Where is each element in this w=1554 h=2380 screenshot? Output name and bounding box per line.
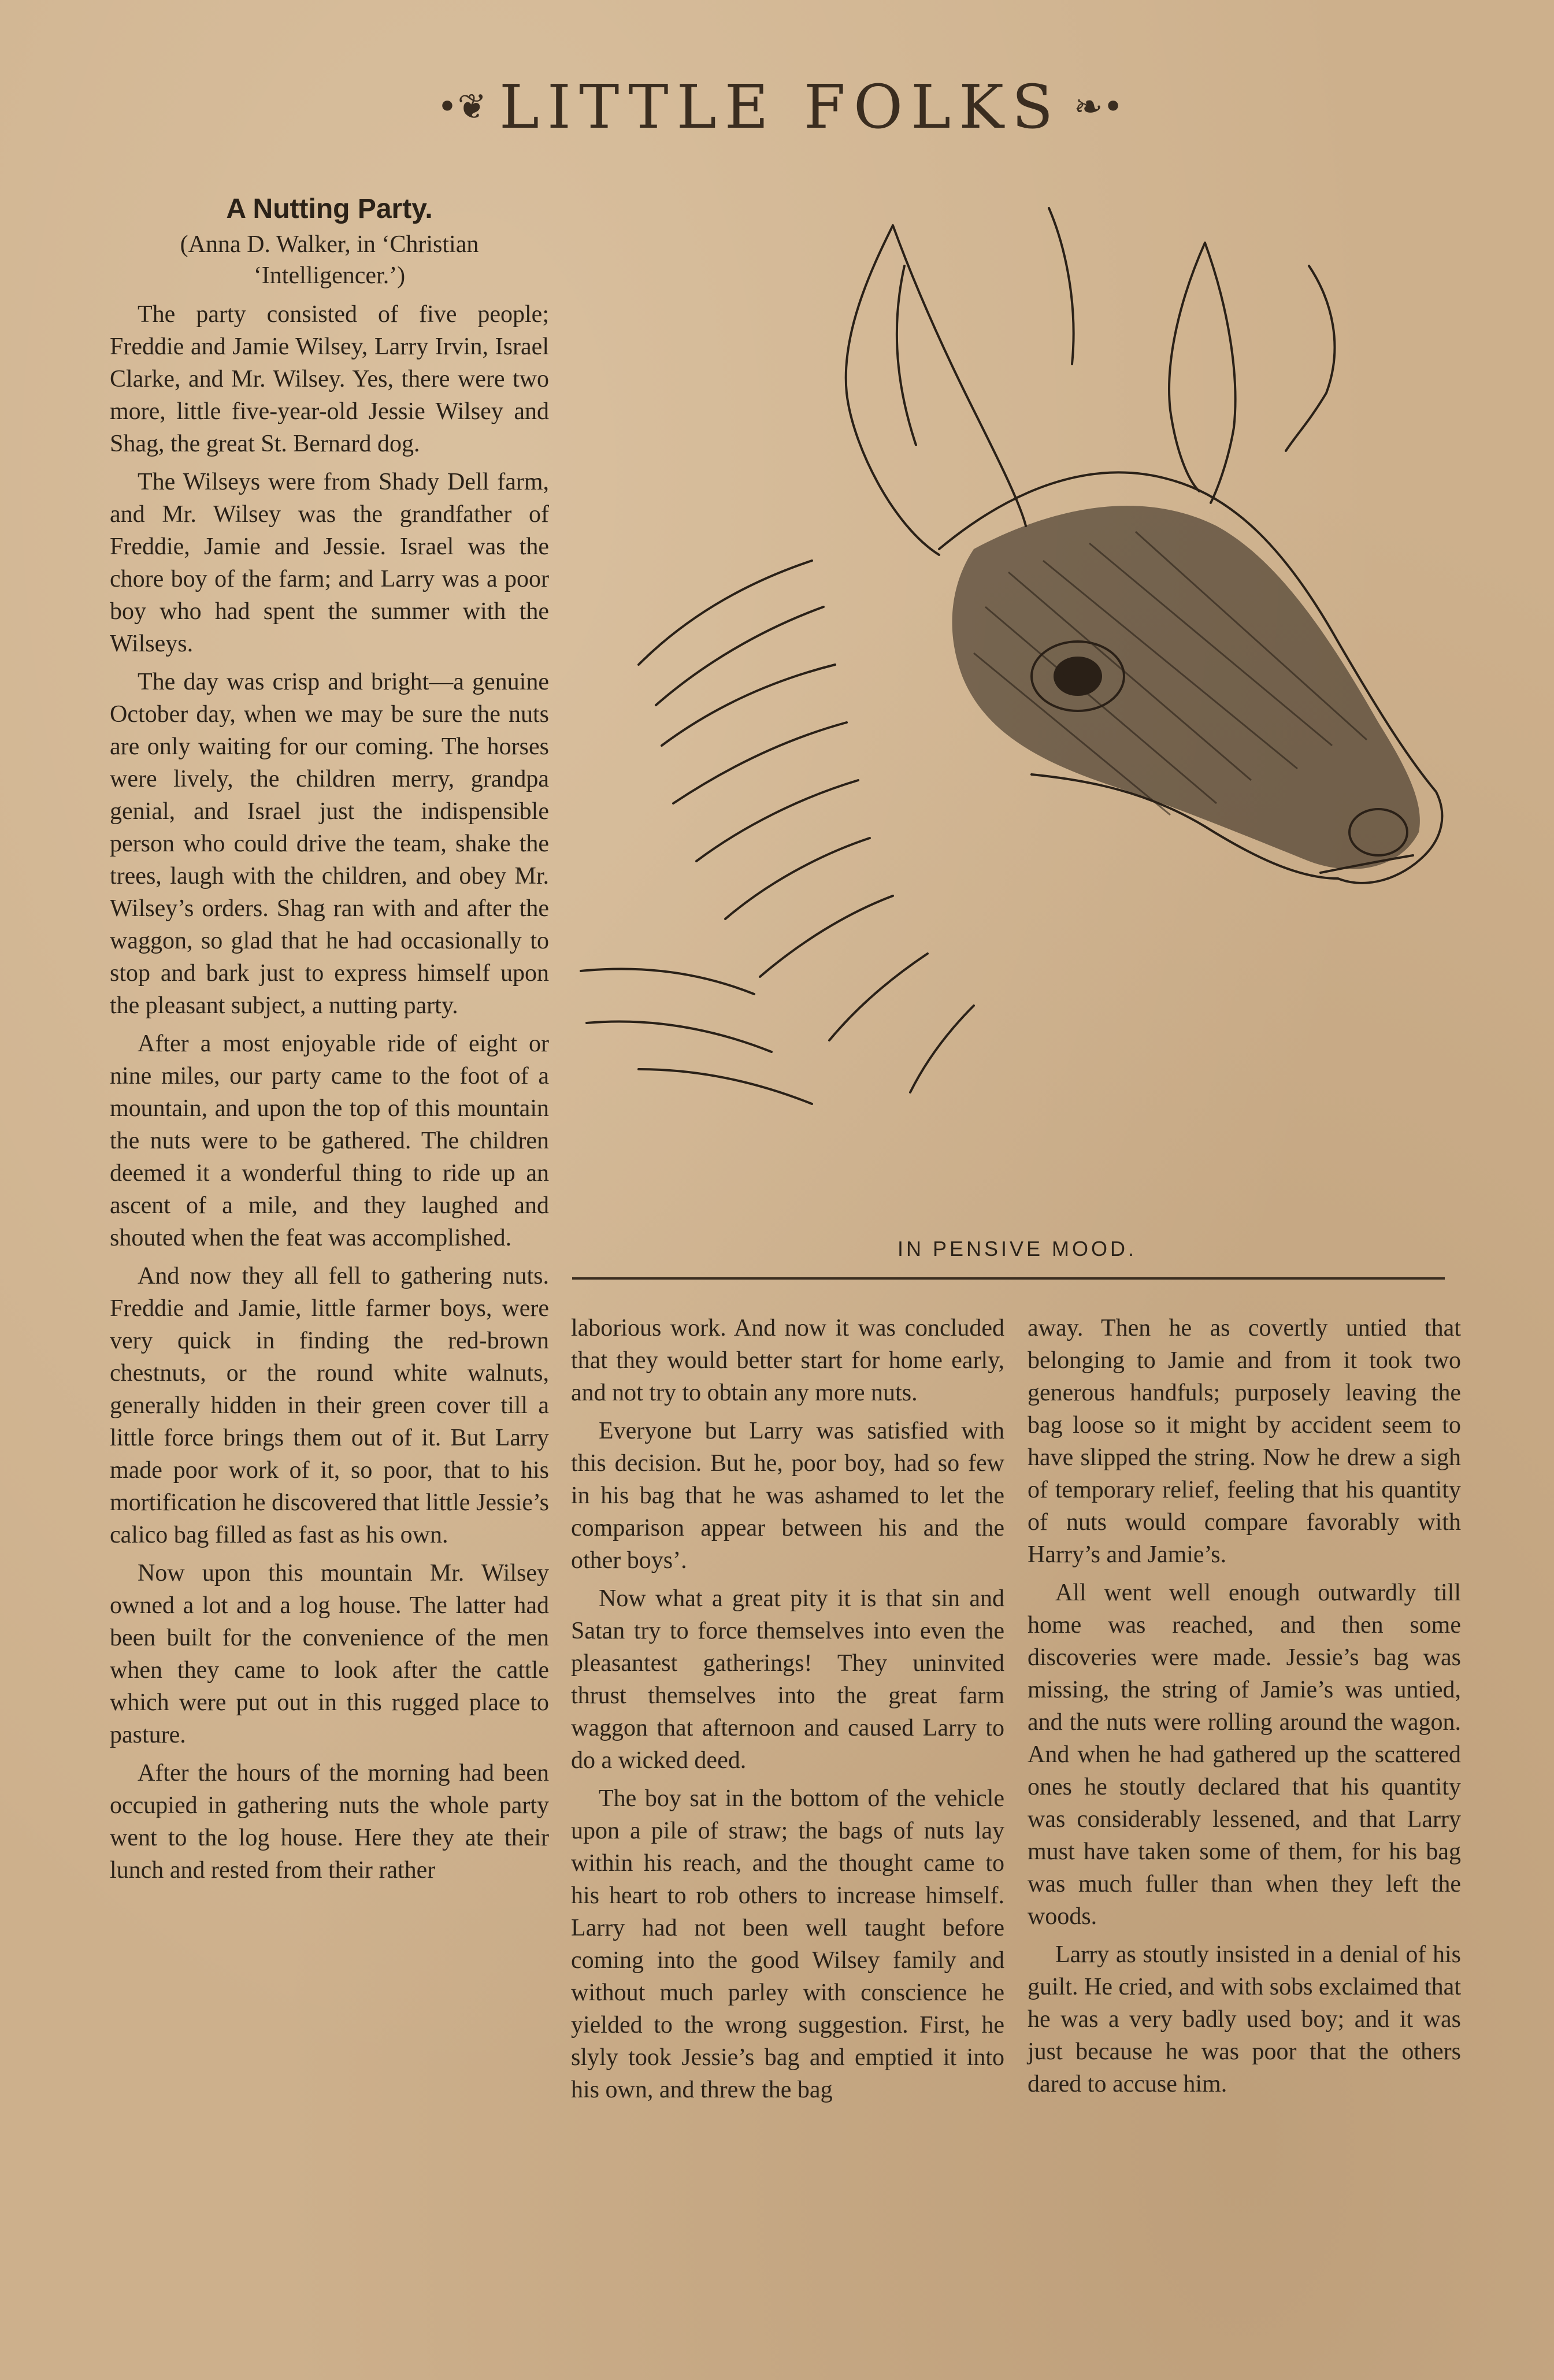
paragraph: The Wilseys were from Shady Dell farm, and Mr. Wilsey was the grandfather of Freddie, Jamie and Jessie. Israel was the chore boy of the farm; and Larry was a poor boy who had spent the summer with the Wilseys. bbox=[110, 469, 549, 657]
masthead bbox=[347, 66, 1214, 147]
story-title: A Nutting Party. bbox=[226, 194, 433, 224]
column-3 bbox=[1028, 1312, 1461, 2106]
paragraph: Everyone but Larry was satisfied with this decision. But he, poor boy, had so few in his bag that he was ashamed to let the comparison appear between his and the other boys’. bbox=[571, 1418, 1004, 1574]
paragraph: The boy sat in the bottom of the vehicle upon a pile of straw; the bags of nuts lay within his reach, and the thought came to his heart to rob others to increase himself. Larry had not been well taught before coming into the good Wilsey family and without much parley with conscience he yielded to the wrong suggestion. First, he slyly took Jessie’s bag and emptied it into his own, and threw the bag bbox=[571, 1785, 1004, 2103]
story-byline: (Anna D. Walker, in ‘Christian ‘Intelligencer.’) bbox=[180, 231, 479, 289]
paragraph: All went well enough outwardly till home was reached, and then some discoveries were made. Jessie’s bag was missing, the string of Jamie’s was untied, and the nuts were rolling around the wagon. And when he had gathered up the scattered ones he stoutly declared that his quantity was considerably lessened, and that Larry must have taken some of them, for his bag was much fuller than when they left the woods. bbox=[1028, 1580, 1461, 1930]
paragraph: laborious work. And now it was concluded that they would better start for home early, and not try to obtain any more nuts. bbox=[571, 1315, 1004, 1406]
illustration-caption: IN PENSIVE MOOD. bbox=[897, 1237, 1137, 1261]
ornament-right-icon: ❧• bbox=[1074, 87, 1123, 127]
section-title: LITTLE FOLKS bbox=[499, 72, 1062, 142]
ornament-left-icon: •❦ bbox=[437, 87, 487, 127]
paragraph: The day was crisp and bright—a genuine October day, when we may be sure the nuts are only waiting for our coming. The horses were lively, the children merry, grandpa genial, and Israel just the indispensible person who could drive the team, shake the trees, laugh with the children, and obey Mr. Wilsey’s orders. Shag ran with and after the waggon, so glad that he had occasionally to stop and bark just to express himself upon the pleasant subject, a nutting party. bbox=[110, 669, 549, 1019]
paragraph: After the hours of the morning had been occupied in gathering nuts the whole party went to the log house. Here they ate their lunch and rested from their rather bbox=[110, 1760, 549, 1884]
paragraph: And now they all fell to gathering nuts. Freddie and Jamie, little farmer boys, were very quick in finding the red-brown chestnuts, or the round white walnuts, generally hidden in their green cover till a little force brings them out of it. But Larry made poor work of it, so poor, that to his mortification he discovered that little Jessie’s calico bag filled as fast as his own. bbox=[110, 1263, 549, 1548]
divider-rule bbox=[572, 1277, 1445, 1280]
paragraph: Now what a great pity it is that sin and Satan try to force themselves into even the pleasantest gatherings! They uninvited thrust themselves into the great farm waggon that afternoon and caused Larry to do a wicked deed. bbox=[571, 1585, 1004, 1774]
column-2 bbox=[571, 1312, 1004, 2112]
column-1 bbox=[110, 185, 549, 1892]
paragraph: After a most enjoyable ride of eight or nine miles, our party came to the foot of a mountain, and upon the top of this mountain the nuts were to be gathered. The children deemed it a wonderful thing to ride up an ascent of a mile, and they laughed and shouted when the feat was accomplished. bbox=[110, 1030, 549, 1251]
paragraph: Now upon this mountain Mr. Wilsey owned a lot and a log house. The latter had been built for the convenience of the men when they came to look after the cattle which were put out in this rugged place to pasture. bbox=[110, 1560, 549, 1748]
deer-head-illustration bbox=[569, 202, 1465, 1237]
paragraph: The party consisted of five people; Freddie and Jamie Wilsey, Larry Irvin, Israel Clarke, and Mr. Wilsey. Yes, there were two more, little five-year-old Jessie Wilsey and Shag, the great St. Bernard dog. bbox=[110, 301, 549, 457]
paragraph: away. Then he as covertly untied that belonging to Jamie and from it took two generous handfuls; purposely leaving the bag loose so it might by accident seem to have slipped the string. Now he drew a sigh of temporary relief, feeling that his quantity of nuts would compare favorably with Harry’s and Jamie’s. bbox=[1028, 1315, 1461, 1568]
paragraph: Larry as stoutly insisted in a denial of his guilt. He cried, and with sobs exclaimed that he was a very badly used boy; and it was just because he was poor that the others dared to accuse him. bbox=[1028, 1941, 1461, 2097]
